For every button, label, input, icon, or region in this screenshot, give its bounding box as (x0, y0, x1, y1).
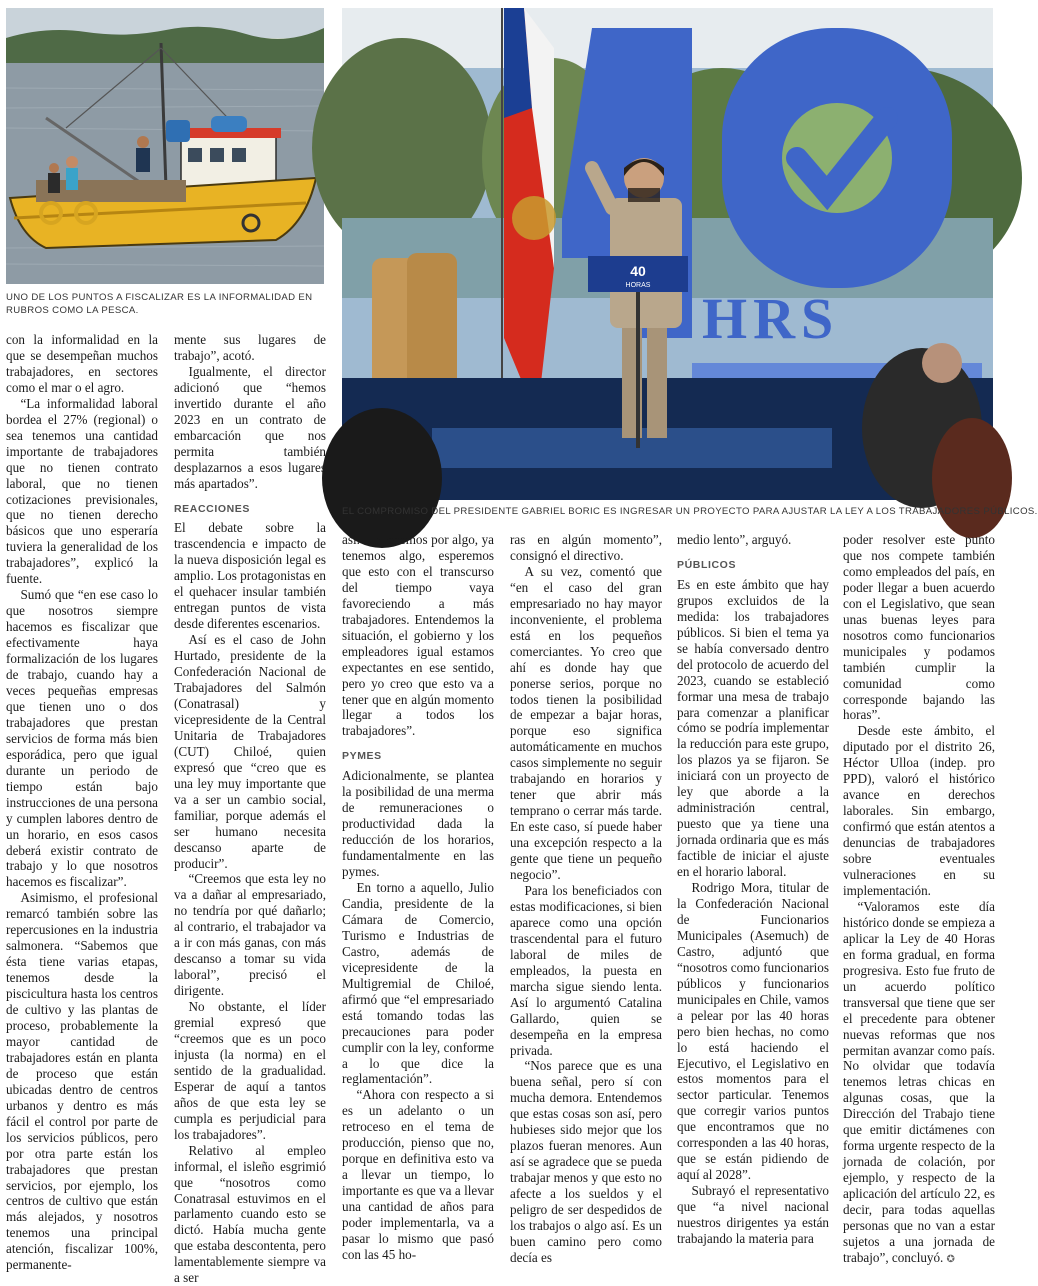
section-subhead: PÚBLICOS (677, 558, 737, 571)
paragraph: mente sus lugares de trabajo”, acotó. (174, 332, 326, 363)
paragraph: así. Empecemos por algo, ya tenemos algo, esperemos que esto con el transcurso del tiempo vaya favoreciendo a más trabajadores. Entendemos la situación, el gobierno y los empleadores igual estamos expectantes en ese sentido, pero yo creo que esto va a tener que en algún momento llegar a todos los trabajadores”. (342, 532, 494, 739)
podium-logo: 40 (630, 263, 646, 279)
caption-president-stage: EL COMPROMISO DEL PRESIDENTE GABRIEL BORIC ES INGRESAR UN PROYECTO PARA AJUSTAR LA LEY A LOS TRABAJADORES PÚBLICOS. (342, 506, 1038, 517)
paragraph: “Valoramos este día histórico donde se empieza a aplicar la Ley de 40 Horas en forma gradual, en forma progresiva. Esto fue fruto de un acuerdo político transversal que tiene que ser el precedente para obtener nuevas reformas que nos permitan avanzar como país. No olvidar que todavía tenemos letras chicas en algunas cosas, que la Dirección del Trabajo tiene que emitir dictámenes con forma urgente respecto de la jornada de colación, por ejemplo, y respecto de la aplicación del artículo 22, es decir, para todas aquellas personas que no van a estar sujetos a una jornada de trabajo”, concluyó. ✪ (843, 898, 995, 1265)
paragraph: El debate sobre la trascendencia e impacto de la nueva disposición legal es amplio. Los protagonistas en el quehacer insular también entregan puntos de vista desde diferentes escenarios. (174, 520, 326, 632)
paragraph: Asimismo, el profesional remarcó también sobre las repercusiones en la industria salmonera. “Sabemos que ésta tiene varias etapas, tenemos desde la piscicultura hasta los centros de cultivo y las plantas de proceso, probablemente la mayor cantidad de trabajadores están en planta de proceso que están ubicadas dentro de centros urbanos y dentro es más fácil el control por parte de los servicios públicos, pero por otra parte están los trabajadores que prestan servicios, por ejemplo, los centros de cultivo que están más alejados, y nosotros tenemos una principal atención, fiscalizar 100%, permanente- (6, 890, 158, 1273)
section-subhead: PYMES (342, 750, 382, 763)
paragraph: Para los beneficiados con estas modificaciones, si bien aparece como una opción trascendental para el futuro laboral de miles de empleados, la puesta en marcha sigue siendo lenta. Así lo argumentó Catalina Gallardo, quien se desempeña en la empresa privada. (510, 882, 662, 1058)
end-mark-icon: ✪ (943, 1253, 955, 1265)
paragraph: Adicionalmente, se plantea la posibilidad de una merma de remuneraciones o productividad dada la reducción de los horarios, fundamentalmente en las pymes. (342, 768, 494, 880)
paragraph: poder resolver este punto que nos compete también como empleados del país, en poder llegar a buen acuerdo con el Legislativo, que sean unas buenas leyes para nosotros como funcionarios municipales y podamos también cumplir la comunidad como corresponde bajando las horas”. (843, 532, 995, 723)
paragraph: A su vez, comentó que “en el caso del gran empresariado no hay mayor inconveniente, el problema está en los pequeños comerciantes. Yo creo que ahí es donde hay que ponerse serios, porque no todos tienen la posibilidad de empezar a bajar horas, porque eso significa automáticamente en muchos casos simplemente no seguir trabajando en horarios y tener que abrir más temprano o cerrar más tarde. En este caso, sí puede haber una excepción respecto a la gente que tiene un pequeño negocio”. (510, 563, 662, 883)
paragraph: “Creemos que esta ley no va a dañar al empresariado, no tendría por qué dañarlo; al contrario, el trabajador va a ir con más ganas, con más descanso a tomar su vida laboral”, precisó el dirigente. (174, 871, 326, 999)
paragraph: medio lento”, arguyó. (677, 532, 792, 547)
fishing-boat-illustration (6, 8, 324, 284)
paragraph: Relativo al empleo informal, el isleño esgrimió que “nosotros como Conatrasal estuvimos en el parlamento cuando esto se dictó. Había mucha gente que estaba descontenta, pero lamentablemente siempre va a ser (174, 1142, 326, 1286)
section-subhead: REACCIONES (174, 502, 251, 515)
paragraph: “Ahora con respecto a si es un adelanto o un retroceso en el tema de producción, pienso que no, porque en definitiva esto va a llevar un tiempo, lo importante es que va a llevar una cantidad de años para poder implementarla, va a pasar lo mismo que pasó con las 45 ho- (342, 1087, 494, 1262)
paragraph: Desde este ámbito, el diputado por el distrito 26, Héctor Ulloa (indep. pro PPD), valoró el histórico avance en derechos laborales. Sin embargo, confirmó que están atentos a denuncias de trabajadores sobre eventuales vulneraciones en su implementación. (843, 723, 995, 898)
paragraph: “Nos parece que es una buena señal, pero sí con mucha demora. Entendemos que estas cosas son así, pero hubieses sido mejor que los plazos fueran menores. Aun así se agradece que se pueda trabajar menos y que esto no afecte a los sueldos y el peligro de ser despedidos de los trabajos o algo así. Es un buen camino pero como decía es (510, 1058, 662, 1265)
article-column-5 (677, 532, 829, 1246)
article-column-1 (6, 332, 158, 1273)
paragraph: ras en algún momento”, consignó el directivo. (510, 532, 662, 563)
paragraph: Rodrigo Mora, titular de la Confederación Nacional de Funcionarios Municipales (Asemuch) de Castro, adjuntó que “nosotros como funcionarios públicos y funcionarios municipales en Chile, vamos a pelear por las 40 horas pero bien hechas, no como lo está haciendo el Ejecutivo, el Legislativo en estos momentos para el sector particular. Tenemos que corregir varios puntos que encontramos que no corresponden a las 40 horas, que se están pidiendo de aquí al 2028”. (677, 880, 829, 1183)
stage-illustration (342, 8, 993, 500)
paragraph: “La informalidad laboral bordea el 27% (regional) o sea tenemos una cantidad importante de trabajadores que no tienen contrato laboral, que no tienen cotizaciones previsionales, que no tienen derecho básicos que uno esperaría tuviera la generalidad de los trabajadores”, explicó la fuente. (6, 395, 158, 587)
paragraph: Igualmente, el director adicionó que “hemos invertido durante el año 2023 en un contrato de embarcación que nos permita también desplazarnos a esos lugares más apartados”. (174, 363, 326, 491)
paragraph: En torno a aquello, Julio Candia, presidente de la Cámara de Comercio, Turismo e Industrias de Castro, además de vicepresidente de la Multigremial de Chiloé, afirmó que “el empresariado está tomando todas las precauciones para poder cumplir con la ley, conforme a lo que dice la reglamentación”. (342, 880, 494, 1087)
paragraph: Subrayó el representativo que “a nivel nacional nuestros dirigentes ya están trabajando la materia para (677, 1183, 829, 1246)
article-column-2 (174, 332, 326, 1286)
svg-text:HORAS: HORAS (625, 282, 651, 289)
article-column-3 (342, 532, 494, 1262)
sign-hrs: HRS (702, 286, 840, 351)
caption-fishing-boat: UNO DE LOS PUNTOS A FISCALIZAR ES LA INFORMALIDAD EN RUBROS COMO LA PESCA. (6, 292, 313, 316)
photo-president-stage (342, 8, 993, 500)
paragraph: Sumó que “en ese caso lo que nosotros siempre hacemos es fiscalizar que efectivamente haya formalización de los lugares de trabajo, cuando hay a veces pequeñas empresas que tienen uno o dos trabajadores que prestan servicios de forma más bien esporádica, pero que igual durante un periodo de tiempo están bajo instrucciones de una persona y cumplen labores dentro de un horario, en esos casos deberá existir contrato de trabajo y lo que nosotros hacemos es fiscalizar”. (6, 587, 158, 890)
paragraph: con la informalidad en la que se desempeñan muchos trabajadores, en sectores como el mar o el agro. (6, 332, 158, 395)
paragraph: Es en este ámbito que hay grupos excluidos de la medida: los trabajadores públicos. Si bien el tema ya se había conversado dentro del protocolo de acuerdo del 2023, cuando se estableció formar una mesa de trabajo para comenzar a planificar cómo se podría implementar la reducción para este grupo, los plazos ya se fijaron. Se iniciará con un proyecto de ley que aborde a la administración central, puesto que ya tiene una jornada ordinaria que es más factible de iniciar el ajuste en el horario laboral. (677, 576, 829, 880)
article-column-4 (510, 532, 662, 1265)
paragraph: No obstante, el líder gremial expresó que “creemos que es un poco injusta (la norma) en el sentido de la gradualidad. Esperar de aquí a tantos años de que esta ley se cumpla es perjudicial para los trabajadores”. (174, 999, 326, 1142)
paragraph: Así es el caso de John Hurtado, presidente de la Confederación Nacional de Trabajadores del Salmón (Conatrasal) y vicepresidente de la Central Unitaria de Trabajadores (CUT) Chiloé, quien expresó que “creo que es una ley muy importante que va a ser un cambio social, familiar, porque además el ser humano necesita descanso aparte de producir”. (174, 632, 326, 871)
photo-fishing-boat (6, 8, 324, 284)
article-column-6 (843, 532, 995, 1265)
